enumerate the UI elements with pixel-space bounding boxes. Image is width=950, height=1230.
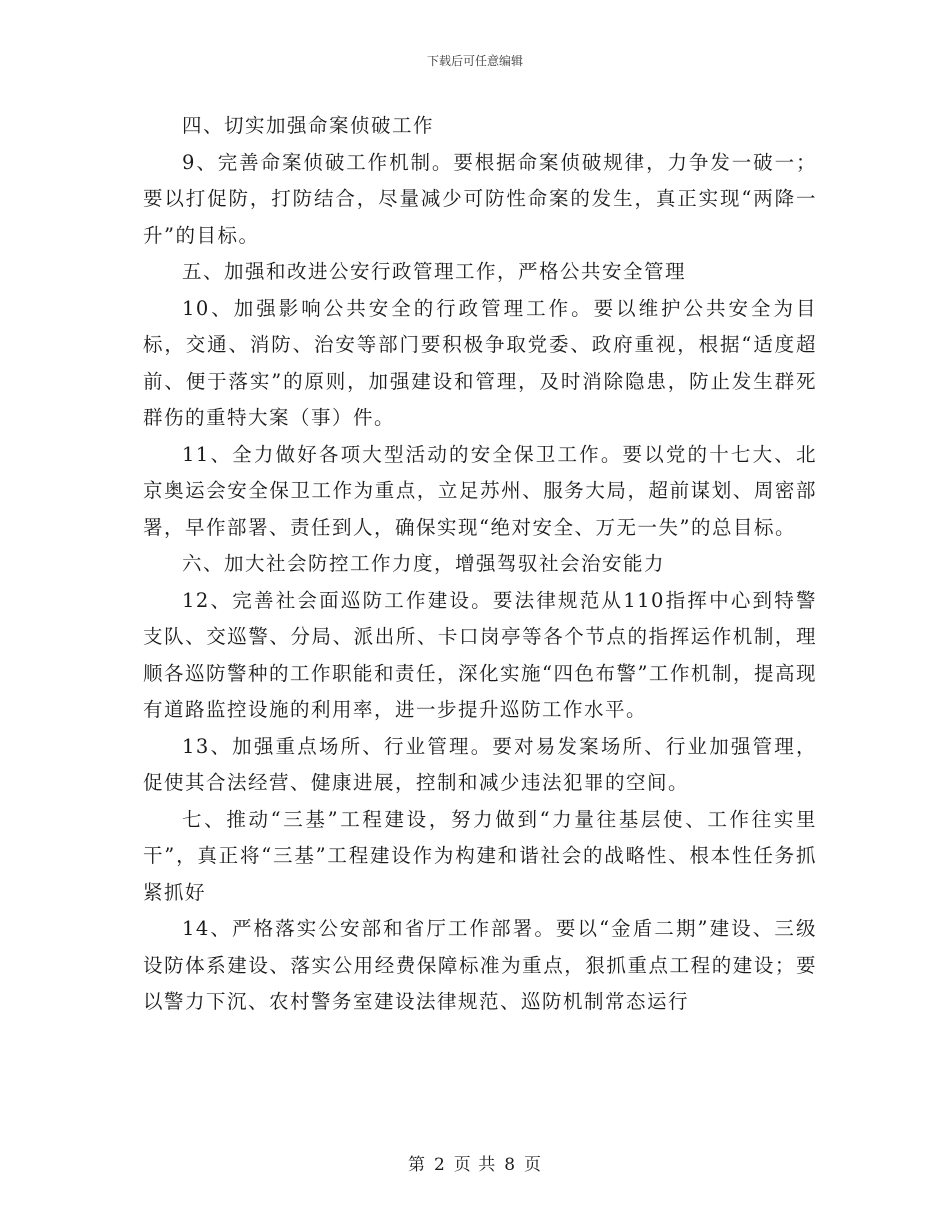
paragraph-item-14: 14、严格落实公安部和省厅工作部署。要以“金盾二期”建设、三级设防体系建设、落实公用经费保障标准为重点，狠抓重点工程的建设；要以警力下沉、农村警务室建设法律规范、巡防机制常态运行 [143,917,817,1013]
footer-page-number: 2 [433,1155,446,1175]
paragraph-item-10: 10、加强影响公共安全的行政管理工作。要以维护公共安全为目标，交通、消防、治安等部门要积极争取党委、政府重视，根据“适度超前、便于落实”的原则，加强建设和管理，及时消除隐患，防止发生群死群伤的重特大案（事）件。 [143,296,817,429]
section-heading-4: 四、切实加强命案侦破工作 [182,114,435,137]
section-heading-6: 六、加大社会防控工作力度，增强驾驭社会治安能力 [182,552,666,575]
footer-middle: 页 共 [453,1155,497,1175]
footer-suffix: 页 [524,1155,543,1175]
footer-prefix: 第 [407,1155,426,1175]
section-heading-5: 五、加强和改进公安行政管理工作，严格公共安全管理 [182,260,687,283]
paragraph-item-12: 12、完善社会面巡防工作建设。要法律规范从110指挥中心到特警支队、交巡警、分局、派出所、卡口岗亭等各个节点的指挥运作机制，理顺各巡防警种的工作职能和责任，深化实施“四色布警”工作机制，提高现有道路监控设施的利用率，进一步提升巡防工作水平。 [143,588,817,721]
section-heading-7: 七、推动“三基”工程建设，努力做到“力量往基层使、工作往实里干”，真正将“三基”工程建设作为构建和谐社会的战略性、根本性任务抓紧抓好 [143,807,817,904]
footer-total-pages: 8 [504,1155,517,1175]
page-footer [0,1150,950,1175]
paragraph-item-13: 13、加强重点场所、行业管理。要对易发案场所、行业加强管理，促使其合法经营、健康进展，控制和减少违法犯罪的空间。 [143,734,817,794]
paragraph-item-9: 9、完善命案侦破工作机制。要根据命案侦破规律，力争发一破一；要以打促防，打防结合，尽量减少可防性命案的发生，真正实现“两降一升”的目标。 [143,150,817,247]
page-header-note: 下载后可任意编辑 [426,54,523,68]
document-body [143,108,817,1021]
paragraph-item-11: 11、全力做好各项大型活动的安全保卫工作。要以党的十七大、北京奥运会安全保卫工作为重点，立足苏州、服务大局，超前谋划、周密部署，早作部署、责任到人，确保实现“绝对安全、万无一失”的总目标。 [143,442,817,539]
